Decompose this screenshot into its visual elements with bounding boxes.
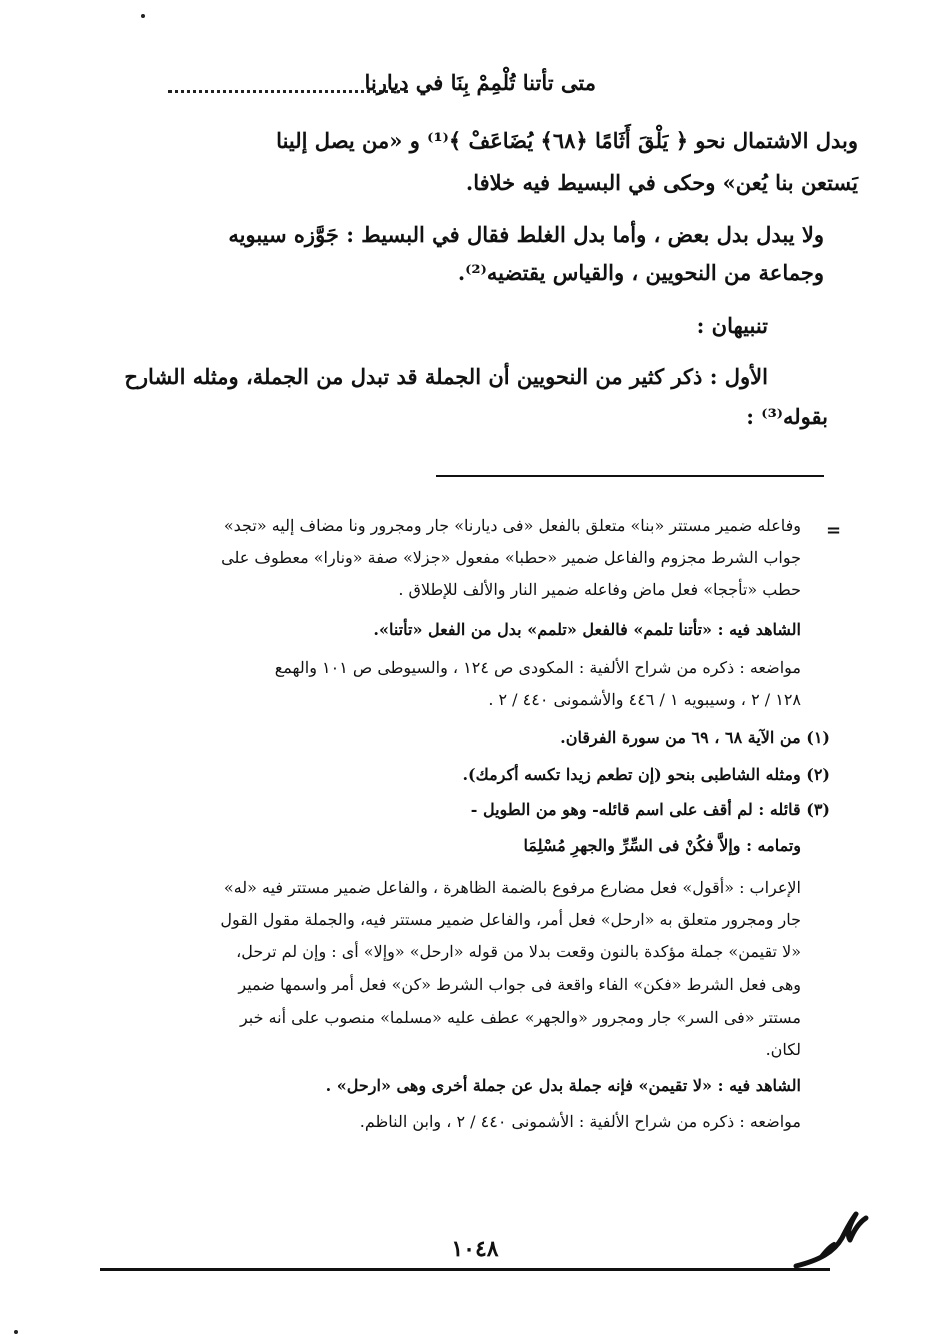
- irab-line: جار ومجرور متعلق به «ارحل» فعل أمر، والفاعل ضمير مستتر فيه، والجملة مقول القول: [220, 910, 801, 929]
- paragraph-line: ولا يبدل بدل بعض ، وأما بدل الغلط فقال في البسيط : جَوَّزه سيبويه: [228, 222, 824, 247]
- footnote-line: وفاعله ضمير مستتر «بنا» متعلق بالفعل «فى ديارنا» جار ومجرور ونا مضاف إليه «تجد»: [223, 516, 801, 535]
- irab-line: وهى فعل الشرط «فكن» الفاء واقعة فى جواب الشرط «كن» فعل أمر واسمها ضمير: [238, 975, 801, 994]
- mawadi-line: مواضعه : ذكره من شراح الألفية : الأشمونى ٤٤٠ / ٢ ، وابن الناظم.: [359, 1112, 801, 1131]
- section-heading: تنبيهان :: [696, 313, 768, 338]
- paragraph-line: يَستعن بنا يُعن» وحكى في البسيط فيه خلافا.: [465, 170, 858, 195]
- footnote-2: (٢) ومثله الشاطبى بنحو (إن تطعم زيدا تكسه أكرمك).: [462, 765, 830, 784]
- verse-line: متى تأتنا تُلْمِمْ بِنَا في ديارنا: [364, 70, 596, 95]
- footnote-1: (١) من الآية ٦٨ ، ٦٩ من سورة الفرقان.: [560, 728, 830, 747]
- irab-line: مستتر «فى السر» جار ومجرور «والجهر» عطف عليه «مسلما» منصوب على أنه خبر: [239, 1008, 801, 1027]
- paragraph-line: وبدل الاشتمال نحو ﴿ يَلْقَ أَثَامًا ﴿٦٨﴾ يُضَاعَفْ ﴾⁽¹⁾ و «من يصل إلينا: [276, 128, 858, 153]
- signature-mark: [790, 1200, 870, 1270]
- paragraph-line: وجماعة من النحويين ، والقياس يقتضيه⁽²⁾.: [457, 260, 824, 285]
- scan-speck: [141, 14, 145, 18]
- footnote-line: حطب «تأججا» فعل ماض وفاعله ضمير النار والألف للإطلاق .: [398, 580, 801, 599]
- scan-speck: [14, 1330, 18, 1334]
- shahid-line: الشاهد فيه : «لا تقيمن» فإنه جملة بدل عن جملة أخرى وهى «ارحل» .: [325, 1076, 801, 1095]
- footnote-3: (٣) قائله : لم أقف على اسم قائله- وهو من الطويل -: [470, 800, 830, 819]
- continuation-mark: =: [826, 520, 842, 541]
- irab-line: لكان.: [765, 1040, 801, 1059]
- verse-completion: وتمامه : وإلاَّ فكُنْ فى السِّرِّ والجهرِ مُسْلِمَا: [523, 836, 801, 855]
- paragraph-line: الأول : ذكر كثير من النحويين أن الجملة قد تبدل من الجملة، ومثله الشارح: [124, 364, 768, 389]
- irab-line: «لا تقيمن» جملة مؤكدة بالنون وقعت بدلا من قوله «ارحل» «وإلا» أى : وإن لم ترحل،: [236, 942, 801, 961]
- paragraph-line: بقوله⁽³⁾ :: [746, 404, 828, 429]
- mawadi-line: ١٢٨ / ٢ ، وسيبويه ١ / ٤٤٦ والأشمونى ٤٤٠ / ٢ .: [488, 690, 801, 709]
- footnote-separator: [436, 475, 824, 477]
- page-number: ١٠٤٨: [451, 1236, 499, 1262]
- mawadi-line: مواضعه : ذكره من شراح الألفية : المكودى ص ١٢٤ ، والسيوطى ص ١٠١ والهمع: [274, 658, 801, 677]
- irab-line: الإعراب : «أقول» فعل مضارع مرفوع بالضمة الظاهرة ، والفاعل ضمير مستتر فيه «له»: [223, 878, 801, 897]
- footnote-line: جواب الشرط مجزوم والفاعل ضمير «حطبا» مفعول «جزلا» صفة «ونارا» معطوف على: [221, 548, 801, 567]
- ellipsis-dots: [168, 90, 408, 93]
- shahid-line: الشاهد فيه : «تأتنا تلمم» فالفعل «تلمم» بدل من الفعل «تأتنا».: [373, 620, 801, 639]
- page-bottom-rule: [100, 1268, 830, 1271]
